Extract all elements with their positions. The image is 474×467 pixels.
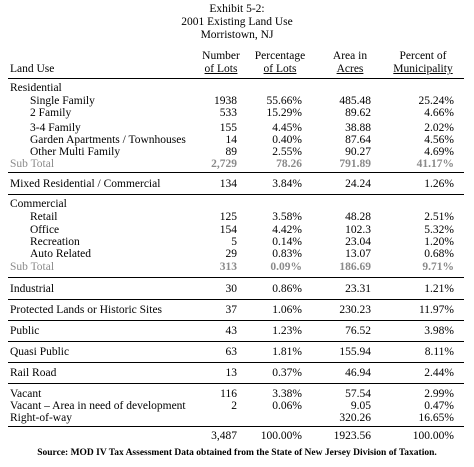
section-divider <box>8 194 464 195</box>
cell-lots: 1938 <box>214 95 237 107</box>
cell-pct-lots: 3.84% <box>272 178 302 190</box>
cell-lots: 313 <box>219 261 237 273</box>
header-area-line1: Area in <box>332 50 368 62</box>
cell-area: 13.07 <box>345 248 371 260</box>
row-label: Sub Total <box>10 158 55 170</box>
section-divider <box>8 383 464 384</box>
row-label: Mixed Residential / Commercial <box>10 178 161 190</box>
header-area-line2: Acres <box>336 63 364 75</box>
row-label: Public <box>10 325 40 337</box>
header-area <box>320 50 380 76</box>
cell-pct-lots: 4.42% <box>272 224 302 236</box>
cell-area: 89.62 <box>345 107 371 119</box>
header-lots-line1: Number <box>202 50 240 62</box>
row-label: Vacant <box>10 388 42 400</box>
cell-pct-muni: 25.24% <box>418 95 454 107</box>
row-label: 3-4 Family <box>30 122 81 134</box>
cell-area: 320.26 <box>339 412 371 424</box>
cell-lots: 2,729 <box>211 158 237 170</box>
cell-pct-muni: 2.44% <box>424 367 454 379</box>
header-divider <box>8 78 464 79</box>
cell-area: 485.48 <box>339 95 371 107</box>
row-label: Commercial <box>10 198 67 210</box>
header-pct-lots-line2: of Lots <box>263 63 297 75</box>
cell-pct-muni: 2.51% <box>424 211 454 223</box>
row-label: Sub Total <box>10 261 55 273</box>
cell-pct-muni: 41.17% <box>416 158 454 170</box>
header-land-use: Land Use <box>10 63 55 75</box>
cell-pct-muni: 1.26% <box>424 178 454 190</box>
row-label: Recreation <box>30 236 80 248</box>
subtotal-row <box>0 261 474 274</box>
row-label: Protected Lands or Historic Sites <box>10 304 163 316</box>
row-label: Office <box>30 224 60 236</box>
row-label: Industrial <box>10 283 55 295</box>
header-pct-muni-line2: Municipality <box>393 63 453 75</box>
cell-area: 87.64 <box>345 134 371 146</box>
cell-lots: 63 <box>225 346 237 358</box>
section-divider <box>8 172 464 173</box>
cell-area: 38.88 <box>345 122 371 134</box>
table-row <box>0 178 474 191</box>
cell-lots: 533 <box>219 107 237 119</box>
table-row <box>0 367 474 380</box>
cell-area: 76.52 <box>345 325 371 337</box>
cell-area: 90.27 <box>345 146 371 158</box>
section-divider <box>8 362 464 363</box>
cell-pct-lots: 15.29% <box>266 107 302 119</box>
cell-area: 155.94 <box>339 346 371 358</box>
section-divider <box>8 320 464 321</box>
table-row <box>0 346 474 359</box>
cell-lots: 14 <box>225 134 237 146</box>
table-row <box>0 211 474 224</box>
row-label: Vacant – Area in need of development <box>10 400 186 412</box>
cell-pct-lots: 0.40% <box>272 134 302 146</box>
cell-pct-lots: 0.14% <box>272 236 302 248</box>
cell-lots: 155 <box>219 122 237 134</box>
cell-pct-lots: 0.37% <box>272 367 302 379</box>
row-label: Quasi Public <box>10 346 70 358</box>
section-divider <box>8 277 464 278</box>
header-pct-muni-line1: Percent of <box>399 50 447 62</box>
cell-pct-muni: 9.71% <box>422 261 454 273</box>
cell-lots: 13 <box>225 367 237 379</box>
cell-lots: 89 <box>225 146 237 158</box>
cell-pct-muni: 1.21% <box>424 283 454 295</box>
cell-lots: 30 <box>225 283 237 295</box>
total-pct-muni: 100.00% <box>412 430 454 442</box>
cell-lots: 37 <box>225 304 237 316</box>
header-lots-line2: of Lots <box>204 63 238 75</box>
cell-lots: 43 <box>225 325 237 337</box>
subtotal-row <box>0 158 474 171</box>
cell-pct-muni: 3.98% <box>424 325 454 337</box>
cell-pct-lots: 0.06% <box>272 400 302 412</box>
cell-lots: 125 <box>219 211 237 223</box>
section-divider <box>8 341 464 342</box>
cell-lots: 116 <box>220 388 237 400</box>
row-label: Retail <box>30 211 58 223</box>
cell-pct-lots: 0.09% <box>270 261 302 273</box>
table-row <box>0 283 474 296</box>
cell-pct-lots: 3.38% <box>272 388 302 400</box>
cell-area: 9.05 <box>350 400 371 412</box>
table-row <box>0 107 474 120</box>
cell-pct-muni: 5.32% <box>424 224 454 236</box>
row-label: Garden Apartments / Townhouses <box>30 134 186 146</box>
row-label: Single Family <box>30 95 95 107</box>
row-label: Right-of-way <box>10 412 72 424</box>
table-row <box>0 248 474 261</box>
table-row <box>0 412 474 425</box>
cell-pct-muni: 16.65% <box>418 412 454 424</box>
cell-area: 230.23 <box>339 304 371 316</box>
cell-pct-lots: 4.45% <box>272 122 302 134</box>
cell-pct-muni: 2.99% <box>424 388 454 400</box>
row-label: Rail Road <box>10 367 57 379</box>
cell-pct-lots: 0.86% <box>272 283 302 295</box>
cell-area: 23.04 <box>345 236 371 248</box>
cell-pct-muni: 8.11% <box>424 346 454 358</box>
cell-pct-muni: 11.97% <box>418 304 454 316</box>
cell-lots: 2 <box>231 400 237 412</box>
table-row <box>0 82 474 95</box>
cell-pct-muni: 0.47% <box>424 400 454 412</box>
total-row <box>0 430 474 443</box>
cell-area: 102.3 <box>345 224 371 236</box>
header-pct-lots <box>248 50 312 76</box>
row-label: 2 Family <box>30 107 72 119</box>
header-pct-lots-line1: Percentage <box>254 50 306 62</box>
cell-pct-lots: 55.66% <box>266 95 302 107</box>
row-label: Residential <box>10 82 62 94</box>
source-note: Source: MOD IV Tax Assessment Data obtained from the State of New Jersey Division of Taxation. <box>37 448 437 458</box>
cell-pct-muni: 4.66% <box>424 107 454 119</box>
cell-pct-lots: 1.23% <box>272 325 302 337</box>
row-label: Other Multi Family <box>30 146 121 158</box>
total-pct-lots: 100.00% <box>260 430 302 442</box>
cell-area: 791.89 <box>339 158 371 170</box>
cell-pct-lots: 1.06% <box>272 304 302 316</box>
cell-pct-muni: 0.68% <box>424 248 454 260</box>
section-divider <box>8 426 464 427</box>
header-lots <box>196 50 246 76</box>
cell-lots: 134 <box>219 178 237 190</box>
cell-pct-muni: 2.02% <box>424 122 454 134</box>
total-area: 1923.56 <box>333 430 371 442</box>
exhibit-title: 2001 Existing Land Use <box>181 16 293 28</box>
cell-lots: 29 <box>225 248 237 260</box>
table-row <box>0 325 474 338</box>
cell-pct-lots: 2.55% <box>272 146 302 158</box>
total-lots: 3,487 <box>211 430 237 442</box>
cell-pct-lots: 3.58% <box>272 211 302 223</box>
cell-area: 24.24 <box>345 178 371 190</box>
table-row <box>0 198 474 211</box>
table-row <box>0 304 474 317</box>
exhibit-number: Exhibit 5-2: <box>209 3 265 15</box>
section-divider <box>8 299 464 300</box>
header-pct-muni <box>383 50 463 76</box>
cell-area: 48.28 <box>345 211 371 223</box>
exhibit-location: Morristown, NJ <box>200 29 274 41</box>
row-label: Auto Related <box>30 248 91 260</box>
cell-pct-lots: 78.26 <box>276 158 302 170</box>
cell-area: 23.31 <box>345 283 371 295</box>
cell-lots: 154 <box>219 224 237 236</box>
cell-pct-lots: 0.83% <box>272 248 302 260</box>
cell-pct-muni: 4.56% <box>424 134 454 146</box>
cell-pct-lots: 1.81% <box>272 346 302 358</box>
cell-area: 186.69 <box>339 261 371 273</box>
cell-pct-muni: 1.20% <box>424 236 454 248</box>
cell-pct-muni: 4.69% <box>424 146 454 158</box>
cell-area: 46.94 <box>345 367 371 379</box>
cell-lots: 5 <box>231 236 237 248</box>
cell-area: 57.54 <box>345 388 371 400</box>
